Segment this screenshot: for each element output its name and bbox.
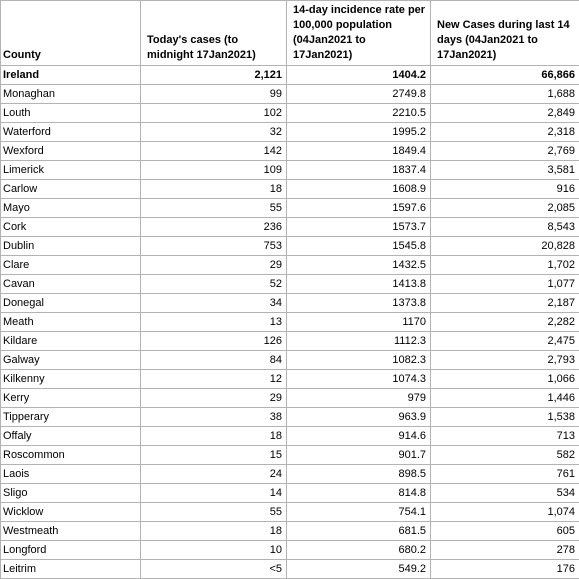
cell-incidence-rate[interactable]: 1074.3 [287,370,431,389]
cell-county[interactable]: Longford [1,541,141,560]
cell-incidence-rate[interactable]: 2749.8 [287,85,431,104]
table-row [1,408,579,427]
table-row [1,104,579,123]
cell-new-cases[interactable]: 20,828 [431,237,579,256]
cell-county[interactable]: Galway [1,351,141,370]
cell-todays-cases[interactable]: 753 [141,237,287,256]
table-row [1,446,579,465]
cell-todays-cases[interactable]: 32 [141,123,287,142]
cell-incidence-rate[interactable]: 2210.5 [287,104,431,123]
table-row [1,370,579,389]
header-incidence-rate-label: 14-day incidence rate per 100,000 population (04Jan2021 to 17Jan2021) [293,4,426,61]
table-row [1,218,579,237]
table-row [1,389,579,408]
header-county[interactable] [1,1,141,66]
cell-incidence-rate[interactable]: 1597.6 [287,199,431,218]
cell-new-cases[interactable]: 916 [431,180,579,199]
cell-county[interactable]: Cork [1,218,141,237]
cell-county[interactable]: Waterford [1,123,141,142]
cell-new-cases[interactable]: 1,066 [431,370,579,389]
table-row [1,294,579,313]
cell-county[interactable]: Clare [1,256,141,275]
cell-incidence-rate[interactable]: 1082.3 [287,351,431,370]
cell-todays-cases[interactable]: 55 [141,199,287,218]
cell-county[interactable]: Kerry [1,389,141,408]
cell-todays-cases[interactable]: 18 [141,180,287,199]
table-row [1,85,579,104]
cell-incidence-rate[interactable]: 901.7 [287,446,431,465]
cell-new-cases[interactable]: 2,318 [431,123,579,142]
header-row [1,1,579,66]
cell-incidence-rate[interactable]: 979 [287,389,431,408]
cell-incidence-rate[interactable]: 898.5 [287,465,431,484]
cell-new-cases[interactable]: 1,538 [431,408,579,427]
cell-new-cases[interactable]: 278 [431,541,579,560]
cell-incidence-rate[interactable]: 1545.8 [287,237,431,256]
cell-incidence-rate[interactable]: 681.5 [287,522,431,541]
table-row [1,484,579,503]
cell-todays-cases[interactable]: 18 [141,522,287,541]
cell-county[interactable]: Kildare [1,332,141,351]
cell-todays-cases[interactable]: 126 [141,332,287,351]
cell-county[interactable]: Offaly [1,427,141,446]
cell-todays-cases[interactable]: 236 [141,218,287,237]
cell-incidence-rate[interactable]: 1112.3 [287,332,431,351]
cell-todays-cases[interactable]: 2,121 [141,66,287,85]
table-row [1,161,579,180]
cell-incidence-rate[interactable]: 1432.5 [287,256,431,275]
cell-todays-cases[interactable]: <5 [141,560,287,579]
table-row [1,541,579,560]
cell-incidence-rate[interactable]: 814.8 [287,484,431,503]
cell-county[interactable]: Monaghan [1,85,141,104]
table-row [1,351,579,370]
cell-todays-cases[interactable]: 55 [141,503,287,522]
cell-incidence-rate[interactable]: 963.9 [287,408,431,427]
cell-county[interactable]: Limerick [1,161,141,180]
cell-incidence-rate[interactable]: 914.6 [287,427,431,446]
cell-incidence-rate[interactable]: 1373.8 [287,294,431,313]
cell-county[interactable]: Wicklow [1,503,141,522]
table-row [1,332,579,351]
cell-new-cases[interactable]: 176 [431,560,579,579]
cell-todays-cases[interactable]: 142 [141,142,287,161]
cell-incidence-rate[interactable]: 1608.9 [287,180,431,199]
cell-todays-cases[interactable]: 12 [141,370,287,389]
cell-todays-cases[interactable]: 34 [141,294,287,313]
cell-incidence-rate[interactable]: 1849.4 [287,142,431,161]
cell-new-cases[interactable]: 2,769 [431,142,579,161]
table-row [1,560,579,579]
table-row [1,256,579,275]
cell-todays-cases[interactable]: 99 [141,85,287,104]
cell-new-cases[interactable]: 2,849 [431,104,579,123]
header-todays-cases[interactable] [141,1,287,66]
header-incidence-rate[interactable] [287,1,431,66]
table-header [1,1,579,66]
table-row-total [1,66,579,85]
cell-new-cases[interactable]: 1,077 [431,275,579,294]
cell-county[interactable]: Carlow [1,180,141,199]
cell-incidence-rate[interactable]: 1837.4 [287,161,431,180]
header-county-label: County [3,49,41,61]
cell-county[interactable]: Kilkenny [1,370,141,389]
cell-new-cases[interactable]: 3,581 [431,161,579,180]
table-row [1,465,579,484]
cell-county[interactable]: Westmeath [1,522,141,541]
cell-incidence-rate[interactable]: 1170 [287,313,431,332]
cell-todays-cases[interactable]: 14 [141,484,287,503]
cell-new-cases[interactable]: 1,688 [431,85,579,104]
table-row [1,180,579,199]
table-row [1,503,579,522]
cell-new-cases[interactable]: 2,475 [431,332,579,351]
cell-incidence-rate[interactable]: 754.1 [287,503,431,522]
cell-todays-cases[interactable]: 10 [141,541,287,560]
cell-county[interactable]: Wexford [1,142,141,161]
cell-county[interactable]: Louth [1,104,141,123]
cell-new-cases[interactable]: 2,793 [431,351,579,370]
cell-new-cases[interactable]: 534 [431,484,579,503]
cell-incidence-rate[interactable]: 680.2 [287,541,431,560]
table-row [1,142,579,161]
table-row [1,123,579,142]
cell-county[interactable]: Mayo [1,199,141,218]
cell-new-cases[interactable]: 582 [431,446,579,465]
header-todays-cases-label: Today's cases (to midnight 17Jan2021) [147,34,256,61]
cell-todays-cases[interactable]: 38 [141,408,287,427]
cell-county[interactable]: Laois [1,465,141,484]
header-new-cases-label: New Cases during last 14 days (04Jan2021 to 17Jan2021) [437,19,570,61]
cell-new-cases[interactable]: 1,074 [431,503,579,522]
cell-incidence-rate[interactable]: 1573.7 [287,218,431,237]
cell-new-cases[interactable]: 2,282 [431,313,579,332]
cell-county[interactable]: Meath [1,313,141,332]
table-body [1,66,579,579]
cell-county[interactable]: Ireland [1,66,141,85]
cell-todays-cases[interactable]: 24 [141,465,287,484]
cell-todays-cases[interactable]: 13 [141,313,287,332]
cell-todays-cases[interactable]: 29 [141,256,287,275]
cell-new-cases[interactable]: 713 [431,427,579,446]
cell-incidence-rate[interactable]: 1404.2 [287,66,431,85]
table-row [1,199,579,218]
cell-county[interactable]: Leitrim [1,560,141,579]
cell-county[interactable]: Cavan [1,275,141,294]
cell-todays-cases[interactable]: 109 [141,161,287,180]
cell-todays-cases[interactable]: 102 [141,104,287,123]
table-row [1,427,579,446]
table-row [1,313,579,332]
cell-incidence-rate[interactable]: 1413.8 [287,275,431,294]
header-new-cases[interactable] [431,1,579,66]
cell-new-cases[interactable]: 1,446 [431,389,579,408]
cell-incidence-rate[interactable]: 549.2 [287,560,431,579]
cell-incidence-rate[interactable]: 1995.2 [287,123,431,142]
cell-new-cases[interactable]: 66,866 [431,66,579,85]
cell-todays-cases[interactable]: 29 [141,389,287,408]
cell-new-cases[interactable]: 1,702 [431,256,579,275]
cell-new-cases[interactable]: 605 [431,522,579,541]
cell-todays-cases[interactable]: 84 [141,351,287,370]
cell-new-cases[interactable]: 8,543 [431,218,579,237]
cell-todays-cases[interactable]: 15 [141,446,287,465]
cell-county[interactable]: Dublin [1,237,141,256]
cell-new-cases[interactable]: 2,187 [431,294,579,313]
cell-county[interactable]: Roscommon [1,446,141,465]
table-row [1,275,579,294]
cell-todays-cases[interactable]: 52 [141,275,287,294]
table-row [1,522,579,541]
cell-new-cases[interactable]: 2,085 [431,199,579,218]
cell-county[interactable]: Donegal [1,294,141,313]
cell-county[interactable]: Sligo [1,484,141,503]
cell-todays-cases[interactable]: 18 [141,427,287,446]
table-row [1,237,579,256]
cell-new-cases[interactable]: 761 [431,465,579,484]
cell-county[interactable]: Tipperary [1,408,141,427]
